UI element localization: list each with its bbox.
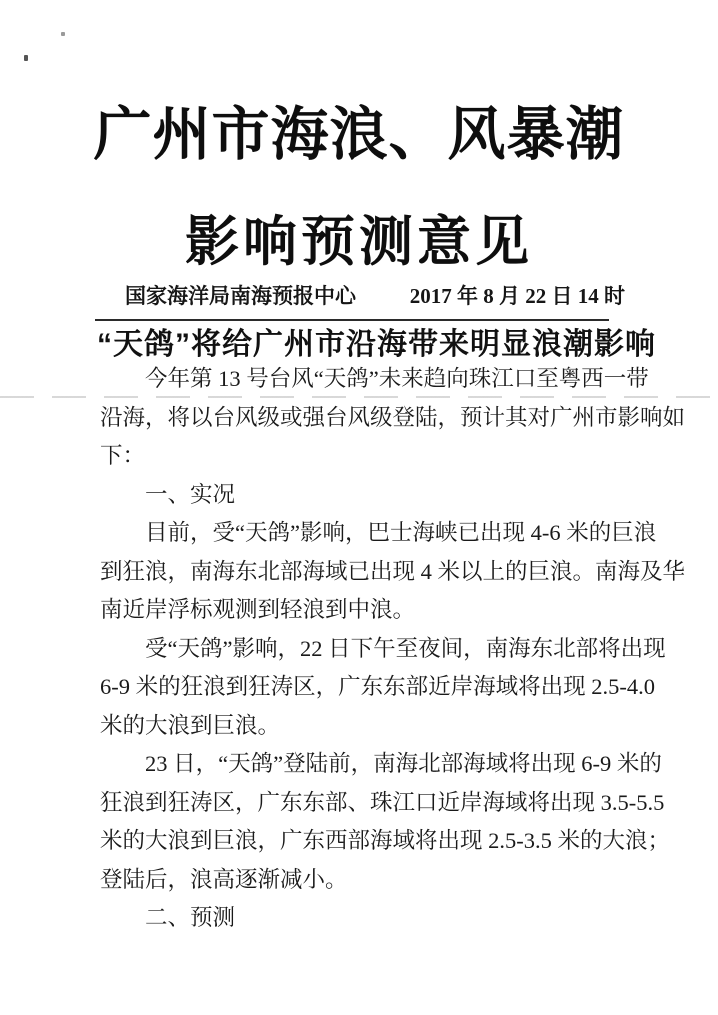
body-line: 下： [100,443,146,468]
header-rule [95,319,609,321]
document-body [100,360,686,938]
body-line: 6-9 米的狂浪到狂涛区，广东东部近岸海域将出现 2.5-4.0 [100,674,655,699]
body-line: 今年第 13 号台风“天鸽”未来趋向珠江口至粤西一带 [145,366,649,391]
document-title-line-2: 影响预测意见 [185,212,533,272]
issuer-name: 国家海洋局南海预报中心 [125,284,356,308]
body-line: 到狂浪，南海东北部海域已出现 4 米以上的巨浪。南海及华 [100,558,686,584]
document-headline: “天鸽”将给广州市沿海带来明显浪潮影响 [97,328,656,361]
body-line: 目前，受“天鸽”影响，巴士海峡已出现 4-6 米的巨浪 [145,520,657,545]
scan-speck [24,55,28,61]
document-header-row [125,283,625,309]
issue-datetime: 2017 年 8 月 22 日 14 时 [409,284,625,308]
scan-speck [61,32,65,36]
body-line: 23 日，“天鸽”登陆前，南海北部海域将出现 6-9 米的 [145,751,662,776]
body-line: 登陆后，浪高逐渐减小。 [100,866,348,892]
body-line: 南近岸浮标观测到轻浪到中浪。 [100,597,416,622]
body-section-heading: 一、实况 [145,481,236,507]
body-line: 米的大浪到巨浪，广东西部海域将出现 2.5-3.5 米的大浪； [100,828,670,853]
body-line: 受“天鸽”影响，22 日下午至夜间，南海东北部将出现 [145,635,666,661]
body-section-heading: 二、预测 [145,905,236,930]
document-title-line-1: 广州市海浪、风暴潮 [93,102,625,167]
document-title [0,102,718,272]
body-line: 狂浪到狂涛区，广东东部、珠江口近岸海域将出现 3.5-5.5 [100,789,665,815]
body-line: 米的大浪到巨浪。 [100,712,281,738]
body-line: 沿海，将以台风级或强台风级登陆，预计其对广州市影响如 [100,404,686,430]
